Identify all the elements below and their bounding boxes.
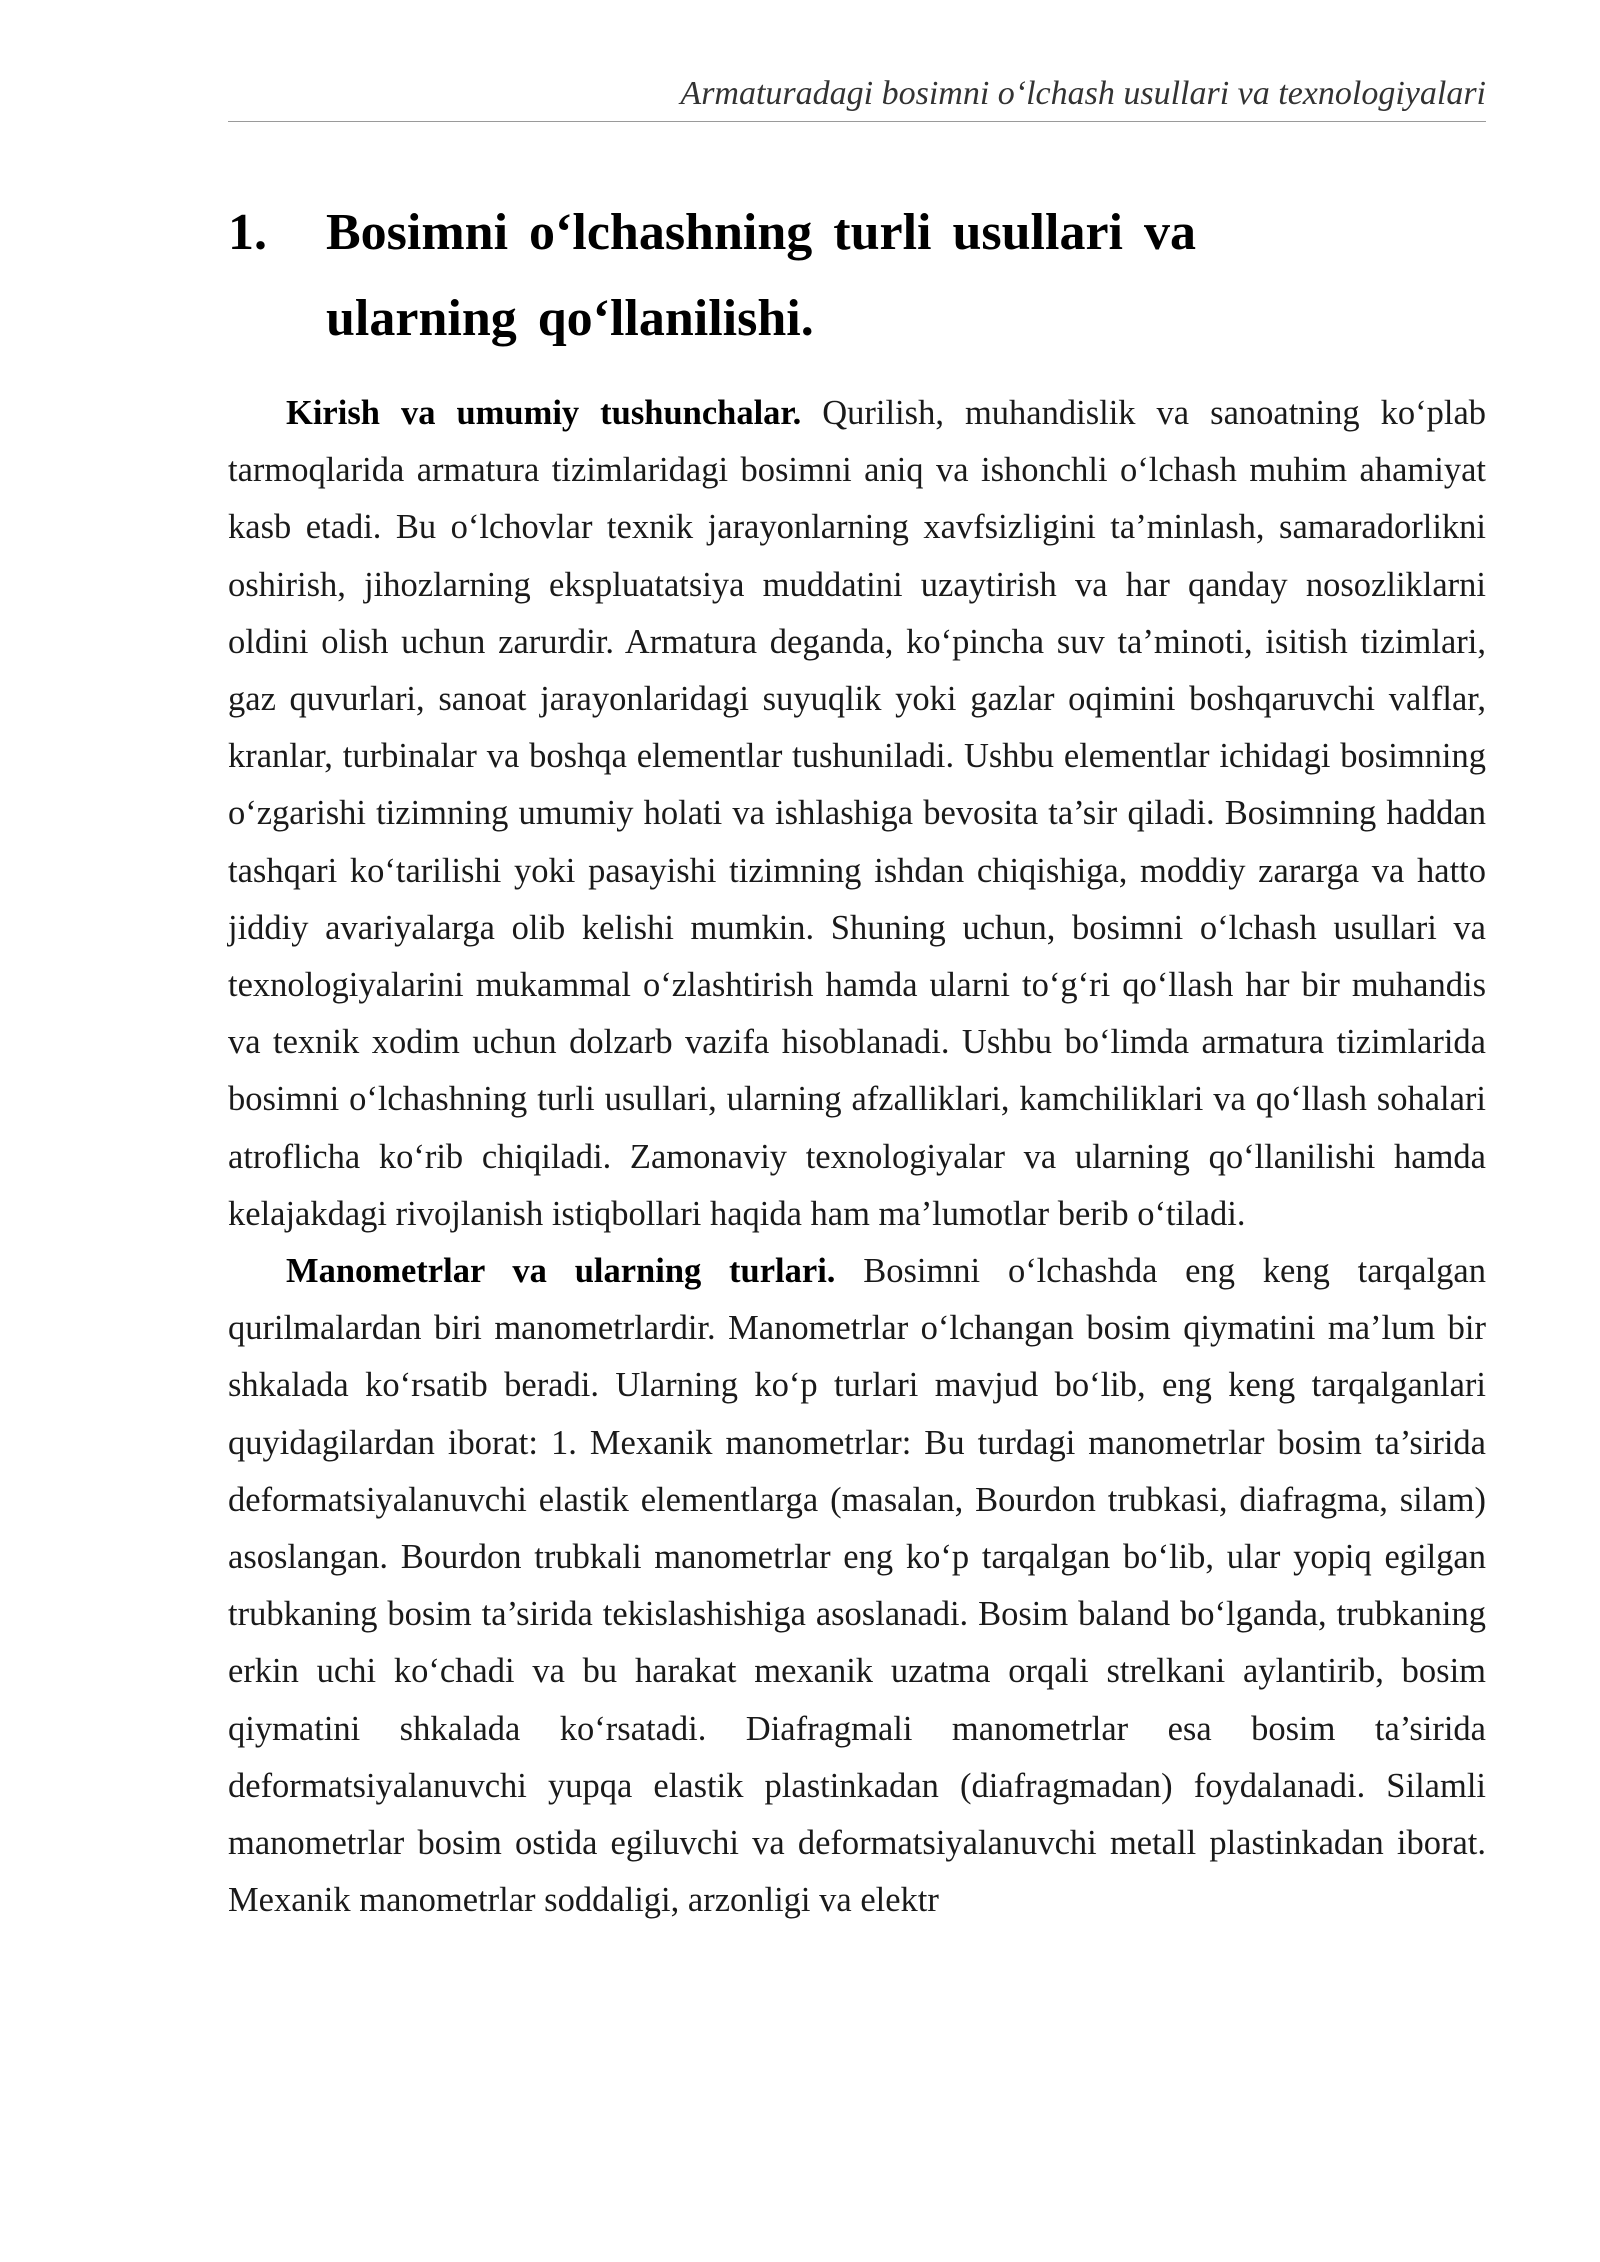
chapter-title-line-2: ularning qo‘llanilishi. (326, 290, 814, 347)
running-header: Armaturadagi bosimni o‘lchash usullari va texnologiyalari (680, 75, 1486, 112)
paragraph-intro-text: Qurilish, muhandislik va sanoatning ko‘plab tarmoqlarida armatura tizimlaridagi bosimni aniq va ishonchli o‘lchash muhim ahamiyat kasb etadi. Bu o‘lchovlar texnik jarayonlarning xavfsizligini ta’minlash, samaradorlikni oshirish, jihozlarning ekspluatatsiya muddatini uzaytirish va har qanday nosozliklarni oldini olish uchun zarurdir. Armatura deganda, ko‘pincha suv ta’minoti, isitish tizimlari, gaz quvurlari, sanoat jarayonlaridagi suyuqlik yoki gazlar oqimini boshqaruvchi valflar, kranlar, turbinalar va boshqa elementlar tushuniladi. Ushbu elementlar ichidagi bosimning o‘zgarishi tizimning umumiy holati va ishlashiga bevosita ta’sir qiladi. Bosimning haddan tashqari ko‘tarilishi yoki pasayishi tizimning ishdan chiqishiga, moddiy zararga va hatto jiddiy avariyalarga olib kelishi mumkin. Shuning uchun, bosimni o‘lchash usullari va texnologiyalarini mukammal o‘zlashtirish hamda ularni to‘g‘ri qo‘llash har bir muhandis va texnik xodim uchun dolzarb vazifa hisoblanadi. Ushbu bo‘limda armatura tizimlarida bosimni o‘lchashning turli usullari, ularning afzalliklari, kamchiliklari va qo‘llash sohalari atroflicha ko‘rib chiqiladi. Zamonaviy texnologiyalar va ularning qo‘llanilishi hamda kelajakdagi rivojlanish istiqbollari haqida ham ma’lumotlar berib o‘tiladi. (228, 394, 1487, 1233)
section-heading-intro: Kirish va umumiy tushunchalar. (286, 394, 802, 432)
body-text (228, 385, 1486, 1929)
chapter-number: 1. (228, 204, 267, 261)
paragraph-intro (228, 385, 1486, 1243)
header-divider (228, 121, 1486, 122)
chapter-title (326, 190, 1288, 362)
chapter-heading (228, 190, 1288, 362)
chapter-title-line-1: Bosimni o‘lchashning turli usullari va (326, 204, 1196, 261)
section-heading-manometers: Manometrlar va ularning turlari. (286, 1252, 836, 1291)
paragraph-manometers-text: Bosimni o‘lchashda eng keng tarqalgan qurilmalardan biri manometrlardir. Manometrlar o‘lchangan bosim qiymatini ma’lum bir shkalada ko‘rsatib beradi. Ularning ko‘p turlari mavjud bo‘lib, eng keng tarqalganlari quyidagilardan iborat: 1. Mexanik manometrlar: Bu turdagi manometrlar bosim ta’sirida deformatsiyalanuvchi elastik elementlarga (masalan, Bourdon trubkasi, diafragma, silam) asoslangan. Bourdon trubkali manometrlar eng ko‘p tarqalgan bo‘lib, ular yopiq egilgan trubkaning bosim ta’sirida tekislashishiga asoslanadi. Bosim baland bo‘lganda, trubkaning erkin uchi ko‘chadi va bu harakat mexanik uzatma orqali strelkani aylantirib, bosim qiymatini shkalada ko‘rsatadi. Diafragmali manometrlar esa bosim ta’sirida deformatsiyalanuvchi yupqa elastik plastinkadan (diafragmadan) foydalanadi. Silamli manometrlar bosim ostida egiluvchi va deformatsiyalanuvchi metall plastinkadan iborat. Mexanik manometrlar soddaligi, arzonligi va elektr (228, 1252, 1486, 1920)
paragraph-manometers (228, 1243, 1486, 1929)
